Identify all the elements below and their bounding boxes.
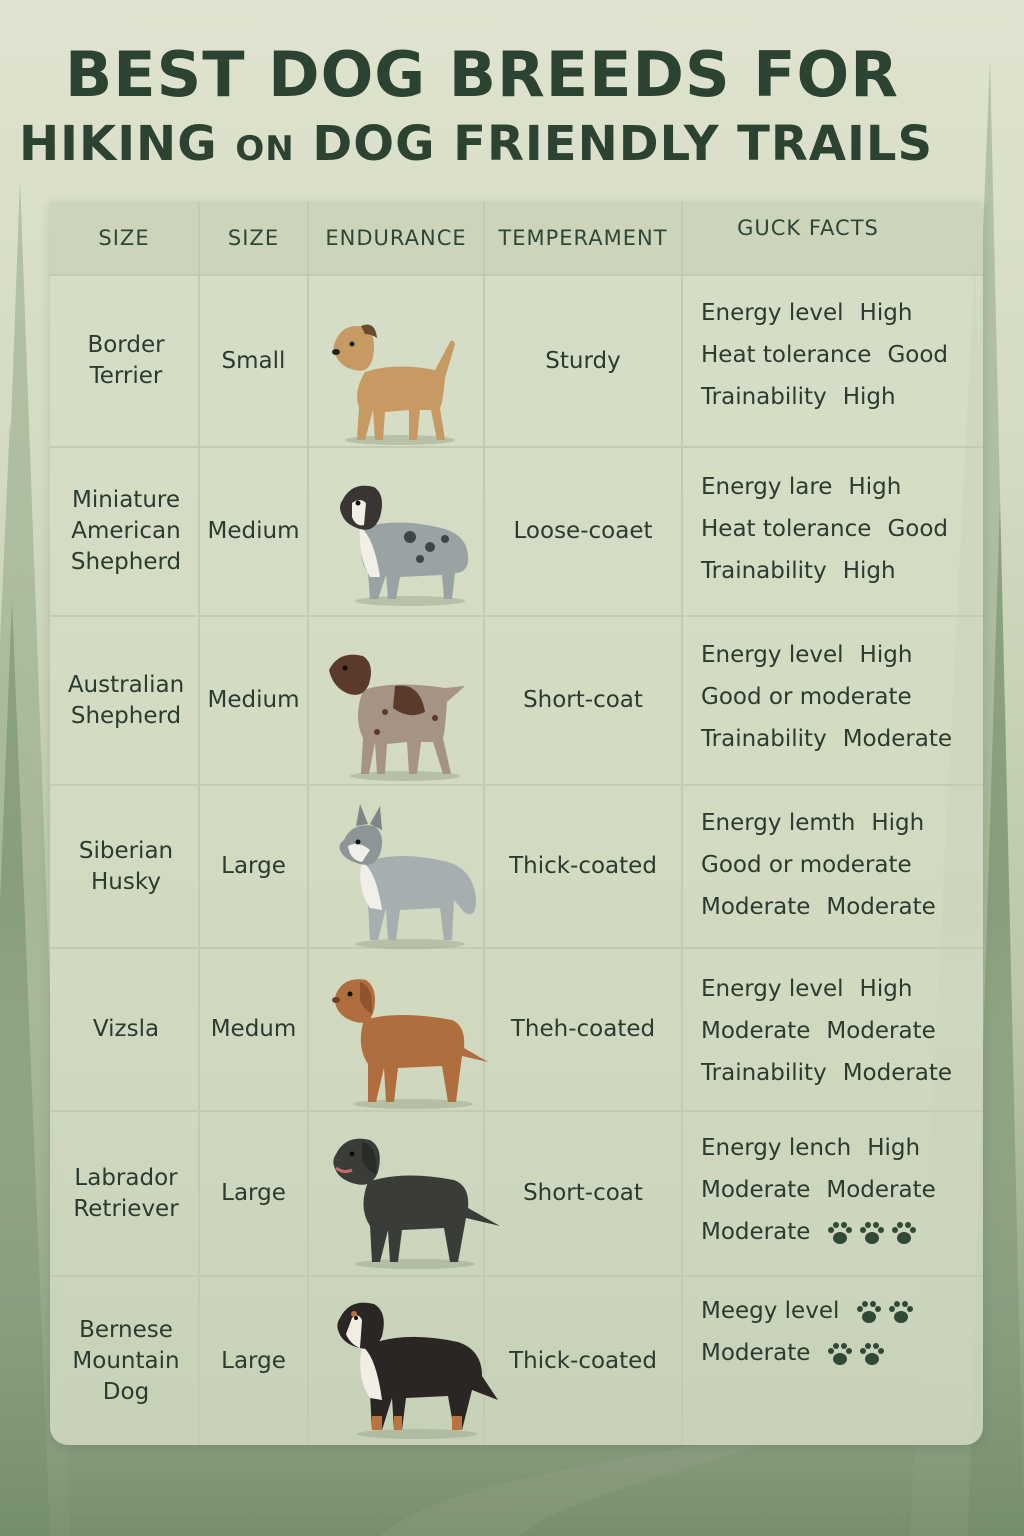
temperament-value: Theh-coated <box>510 1016 656 1042</box>
breed-name: Miniature American Shepherd <box>70 487 182 575</box>
fact-line <box>701 1052 981 1094</box>
fact-label: Trainability <box>701 1060 827 1086</box>
fact-line <box>701 466 981 508</box>
fact-label: Good or moderate <box>701 684 912 710</box>
fact-value: Moderate <box>842 726 953 752</box>
page-title: BEST DOG BREEDS FOR <box>65 38 899 111</box>
column-header-breed-size: SIZE <box>98 226 150 250</box>
fact-value: Moderate <box>826 1177 936 1203</box>
ticked-pointer-illustration <box>325 642 475 782</box>
breed-name: Siberian Husky <box>78 837 174 895</box>
fact-value: Moderate <box>842 1060 953 1086</box>
page-subtitle <box>0 116 988 172</box>
column-header-temperament: TEMPERAMENT <box>498 226 668 250</box>
fact-label: Moderate <box>701 1340 811 1366</box>
fact-label: Energy level <box>701 300 844 326</box>
fact-label: Meegy level <box>701 1298 840 1324</box>
breed-name: Labrador Retriever <box>73 1164 179 1222</box>
fact-value: High <box>842 558 896 584</box>
breed-table <box>50 202 983 1445</box>
fact-line <box>701 376 981 418</box>
breed-name: Vizsla <box>92 1016 160 1042</box>
fact-label: Moderate <box>701 894 811 920</box>
fact-line <box>701 676 981 718</box>
breed-name: Border Terrier <box>87 332 165 389</box>
paw-icon <box>887 1299 915 1325</box>
rust-vizsla-illustration <box>328 970 498 1110</box>
fact-value: High <box>848 474 902 500</box>
temperament-value: Loose-coaet <box>513 518 653 544</box>
fact-value: High <box>871 810 925 836</box>
breed-size: Medum <box>210 1016 297 1042</box>
facts-list <box>701 292 981 418</box>
fact-label: Energy lare <box>701 474 833 500</box>
paw-rating-2 <box>855 1291 919 1333</box>
fact-label: Energy lench <box>701 1135 852 1161</box>
facts-list <box>701 466 981 592</box>
tan-terrier-illustration <box>325 312 475 447</box>
fact-label: Good or moderate <box>701 852 912 878</box>
column-header-endurance: ENDURANCE <box>325 226 467 250</box>
fact-value: High <box>842 384 896 410</box>
fact-line <box>701 802 981 844</box>
column-header-quick-facts: GUCK FACTS <box>737 216 879 240</box>
temperament-value: Sturdy <box>545 347 621 374</box>
fact-value: High <box>859 976 913 1002</box>
paw-icon <box>890 1220 918 1246</box>
fact-label: Moderate <box>701 1018 811 1044</box>
fact-label: Heat tolerance <box>701 342 872 368</box>
fact-label: Trainability <box>701 384 827 410</box>
fact-label: Trainability <box>701 558 827 584</box>
paw-icon <box>826 1341 854 1367</box>
temperament-value: Short-coat <box>523 1180 643 1206</box>
fact-value: High <box>867 1135 921 1161</box>
black-labrador-illustration <box>330 1130 505 1270</box>
merle-shepherd-illustration <box>330 477 480 607</box>
fact-line <box>701 1290 981 1332</box>
paw-icon <box>826 1220 854 1246</box>
fact-line <box>701 718 981 760</box>
grey-husky-illustration <box>330 800 480 950</box>
breed-size: Small <box>221 347 286 374</box>
fact-value: Good <box>887 516 949 542</box>
breed-size: Medium <box>207 518 300 544</box>
facts-list <box>701 1127 981 1253</box>
facts-list <box>701 968 981 1094</box>
fact-label: Heat tolerance <box>701 516 872 542</box>
fact-line <box>701 1169 981 1211</box>
facts-list <box>701 802 981 928</box>
subtitle-part-hiking: HIKING <box>18 116 236 172</box>
fact-line <box>701 1211 981 1253</box>
fact-label: Moderate <box>701 1177 811 1203</box>
fact-label: Energy level <box>701 976 844 1002</box>
breed-size: Large <box>221 1180 286 1206</box>
fact-label: Energy level <box>701 642 844 668</box>
breed-name: Australian Shepherd <box>67 671 185 729</box>
paw-rating-2 <box>826 1333 890 1375</box>
fact-value: High <box>859 642 913 668</box>
fact-value: Good <box>887 342 949 368</box>
fact-line <box>701 550 981 592</box>
column-divider <box>681 202 683 1445</box>
breed-size: Large <box>221 853 286 879</box>
fact-label: Moderate <box>701 1219 811 1245</box>
fact-label: Energy lemth <box>701 810 856 836</box>
fact-line <box>701 1332 981 1374</box>
temperament-value: Thick-coated <box>509 853 657 879</box>
breed-size: Large <box>221 1347 286 1374</box>
paw-icon <box>858 1341 886 1367</box>
breed-name: Bernese Mountain Dog <box>72 1316 180 1405</box>
fact-value: High <box>859 300 913 326</box>
fact-line <box>701 844 981 886</box>
fact-line <box>701 1127 981 1169</box>
fact-line <box>701 292 981 334</box>
facts-list <box>701 1290 981 1374</box>
facts-list <box>701 634 981 760</box>
fact-line <box>701 334 981 376</box>
paw-icon <box>858 1220 886 1246</box>
paw-rating-3 <box>826 1212 922 1254</box>
fact-line <box>701 508 981 550</box>
fact-line <box>701 634 981 676</box>
temperament-value: Short-coat <box>523 687 643 713</box>
column-divider <box>307 202 309 1445</box>
fact-value: Moderate <box>826 1018 936 1044</box>
fact-line <box>701 1010 981 1052</box>
breed-size: Medium <box>207 687 300 713</box>
bernese-illustration <box>332 1290 502 1440</box>
column-header-size: SIZE <box>227 226 280 250</box>
temperament-value: Thick-coated <box>509 1347 657 1374</box>
fact-line <box>701 886 981 928</box>
fact-value: Moderate <box>826 894 936 920</box>
fact-line <box>701 968 981 1010</box>
fact-label: Trainability <box>701 726 827 752</box>
paw-icon <box>855 1299 883 1325</box>
subtitle-part-on: ON <box>235 129 295 169</box>
subtitle-part-trails: DOG FRIENDLY TRAILS <box>294 116 934 172</box>
